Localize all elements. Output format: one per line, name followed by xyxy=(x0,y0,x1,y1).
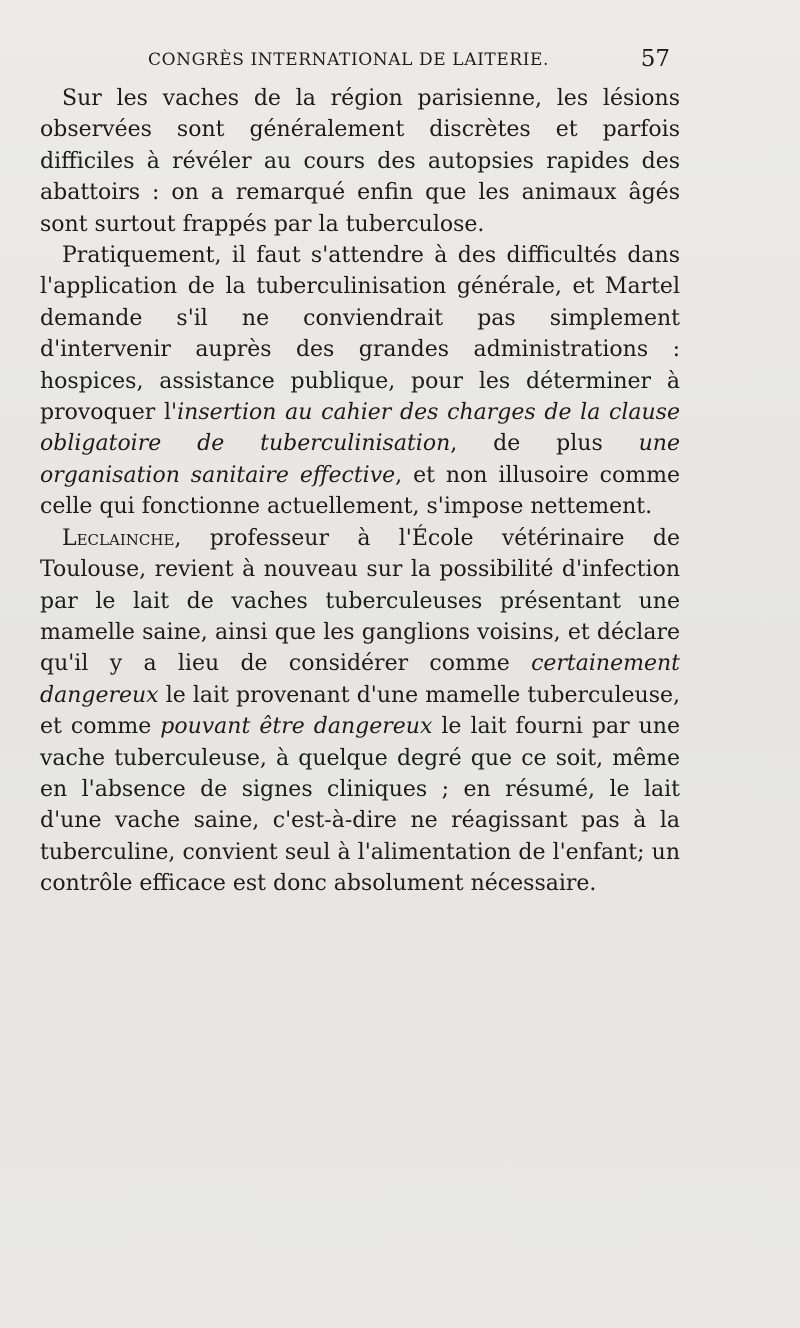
paragraph-3-text-c: le lait fourni par une vache tuberculeuse, à quelque degré que ce soit, même en l'absence de signes cliniques ; en résumé, le lait d'une vache saine, c'est-à-dire ne réagissant pas à la tuberculine, convient seul à l'alimentation de l'enfant; un contrôle efficace est donc absolument nécessaire. xyxy=(40,714,680,897)
running-title: CONGRÈS INTERNATIONAL DE LAITERIE. xyxy=(148,50,550,70)
paragraph-3-text-a: , professeur à l'École vétérinaire de Toulouse, revient à nouveau sur la possibilité d'infection par le lait de vaches tuberculeuses présentant une mamelle saine, ainsi que les ganglions voisins, et déclare qu'il y a lieu de considérer comme xyxy=(40,525,680,677)
paragraph-1 xyxy=(40,83,680,240)
paragraph-3-emphasis-2: pouvant être dangereux xyxy=(160,714,433,740)
paragraph-3-emphasis-1: certainement dangereux xyxy=(40,651,680,708)
paragraph-2-text-a: Pratiquement, il faut s'attendre à des difficultés dans l'application de la tuberculinisation générale, et Martel demande s'il ne conviendrait pas simplement d'intervenir auprès des grandes administrations : hospices, assistance publique, pour les déterminer à provoquer l' xyxy=(40,243,680,426)
page-header xyxy=(40,46,680,76)
paragraph-2-text-c: , et non illusoire comme celle qui fonctionne actuellement, s'impose nettement. xyxy=(40,462,680,520)
paragraph-3-text-b: le lait provenant d'une mamelle tuberculeuse, et comme xyxy=(40,682,680,740)
page-number: 57 xyxy=(640,46,670,72)
body-text xyxy=(40,83,680,900)
author-name: Leclainche xyxy=(62,525,175,551)
paragraph-2-text-b: , de plus xyxy=(450,431,639,457)
paragraph-2-emphasis-1: insertion au cahier des charges de la clause obligatoire de tuberculinisation xyxy=(40,400,680,457)
paragraph-1-text: Sur les vaches de la région parisienne, les lésions observées sont généralement discrètes et parfois difficiles à révéler au cours des autopsies rapides des abattoirs : on a remarqué enfin que les animaux âgés sont surtout frappés par la tuberculose. xyxy=(40,86,680,237)
paragraph-2-emphasis-2: une organisation sanitaire effective xyxy=(40,431,680,488)
paragraph-3 xyxy=(40,523,680,900)
paragraph-2 xyxy=(40,240,680,523)
